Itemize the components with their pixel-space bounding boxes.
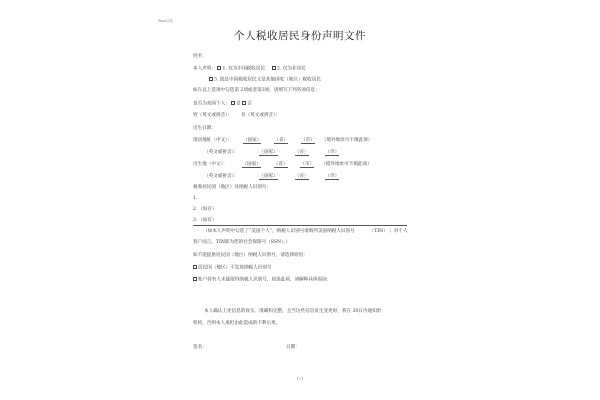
given-name-label: 名（英文或拼音）： bbox=[240, 113, 281, 118]
us-person-yes-label: 是 bbox=[236, 101, 241, 107]
address-cn-city[interactable]: （市） bbox=[301, 138, 315, 143]
reason-2-label: 账户持有人未能取得纳税人识别号，如选此项，请解释具体原因： bbox=[198, 277, 332, 283]
birthplace-en-country[interactable]: （国家） bbox=[259, 174, 278, 179]
confirmation-line-2: 机构，否则本人承担由此造成的不利后果。 bbox=[193, 321, 281, 326]
us-person-question: 是否为美国个人： bbox=[193, 101, 230, 107]
no-tin-question: 如不能提供居民国（地区）纳税人识别号，请选择原因： bbox=[193, 253, 308, 258]
reason-1-checkbox[interactable] bbox=[193, 265, 197, 269]
page-title: 个人税收居民身份声明文件 bbox=[234, 30, 366, 42]
address-cn-country[interactable]: （国家） bbox=[242, 138, 262, 143]
address-en-row bbox=[204, 150, 339, 156]
address-en-province[interactable]: （省） bbox=[294, 150, 309, 155]
address-cn-row bbox=[193, 138, 372, 144]
us-note-end: ；对个人 bbox=[389, 229, 408, 234]
birthplace-cn-label: 出生地（中文）： bbox=[193, 162, 228, 167]
address-en-country[interactable]: （国家） bbox=[259, 150, 278, 155]
birthplace-cn-note: （境外地址可不填此项） bbox=[321, 162, 372, 167]
option-3-label: 3. 既是中国税收居民又是其他国家（地区）税收居民 bbox=[214, 77, 321, 83]
address-cn-note: （境外地址可不填此项） bbox=[321, 138, 373, 143]
jurisdiction-item-2[interactable]: 2．（如有） bbox=[193, 207, 217, 212]
reason-1-row bbox=[193, 265, 272, 272]
option-2-checkbox[interactable] bbox=[272, 66, 276, 70]
birthplace-cn-row bbox=[193, 162, 372, 168]
birthplace-en-row bbox=[204, 174, 339, 180]
surname-label: 姓（英文或拼音）： bbox=[193, 113, 233, 118]
us-note-text: （如本人声明中勾选了“美国个人”，纳税人识别号请填列美国纳税人识别号 bbox=[203, 229, 355, 234]
page-number: 1 / 1 bbox=[296, 377, 304, 381]
birthplace-en-city[interactable]: （市） bbox=[325, 174, 340, 179]
jurisdiction-item-1[interactable]: 1． bbox=[193, 196, 201, 201]
birthplace-cn-province[interactable]: （省） bbox=[273, 162, 288, 167]
option-1-checkbox[interactable] bbox=[217, 66, 221, 70]
option-3-checkbox[interactable] bbox=[209, 77, 213, 81]
us-note-tin: （TIN） bbox=[369, 229, 388, 234]
reason-2-row bbox=[193, 277, 331, 284]
option-1-label: 1. 仅为中国税收居民 bbox=[222, 66, 266, 72]
us-person-yes-checkbox[interactable] bbox=[231, 101, 235, 105]
option-3-row bbox=[209, 77, 321, 84]
us-person-row bbox=[193, 101, 252, 108]
tax-jurisdiction-label: 税收居民国（地区）及纳税人识别号： bbox=[193, 185, 272, 190]
name-english-row bbox=[193, 113, 280, 119]
birthplace-en-province[interactable]: （省） bbox=[294, 174, 309, 179]
name-label: 姓名： bbox=[193, 54, 207, 59]
address-cn-province[interactable]: （省） bbox=[274, 138, 289, 143]
declare-row bbox=[193, 66, 306, 73]
instruction-text: 如在以上选项中勾选第 2项或者第3项，请填写下列各项信息： bbox=[193, 88, 320, 93]
corner-mark: Word文档 bbox=[158, 19, 173, 23]
declare-prefix: 本人声明： bbox=[193, 66, 216, 72]
confirmation-line-1: 本人确认上述信息的真实、准确和完整，且当这些信息发生变更时，将在 30日内通知贵 bbox=[204, 309, 382, 314]
birthplace-cn-country[interactable]: （国家） bbox=[242, 162, 261, 167]
birthplace-en-label: （英文或拼音）： bbox=[204, 174, 239, 179]
address-en-label: （英文或拼音）： bbox=[204, 150, 239, 155]
reason-1-label: 居民国（地区）不发放纳税人识别号 bbox=[198, 265, 272, 271]
date-label: 日期： bbox=[286, 345, 300, 350]
jurisdiction-item-3[interactable]: 3．（如有） bbox=[193, 218, 217, 223]
option-2-label: 2. 仅为非居民 bbox=[277, 66, 306, 72]
dob-label: 出生日期： bbox=[193, 126, 216, 131]
reason-2-checkbox[interactable] bbox=[193, 277, 197, 281]
signature-label: 签名： bbox=[193, 345, 207, 350]
us-note-line-1 bbox=[203, 229, 408, 235]
us-person-no-checkbox[interactable] bbox=[242, 101, 246, 105]
address-en-city[interactable]: （市） bbox=[325, 150, 340, 155]
section-divider bbox=[193, 225, 407, 226]
birthplace-cn-city[interactable]: （市） bbox=[300, 162, 315, 167]
us-note-line-2: 客户而言，TIN即为您的社会保障号（SSN）。） bbox=[193, 240, 291, 245]
us-person-no-label: 否 bbox=[247, 101, 252, 107]
address-cn-label: 现居地址（中文）： bbox=[193, 138, 233, 143]
